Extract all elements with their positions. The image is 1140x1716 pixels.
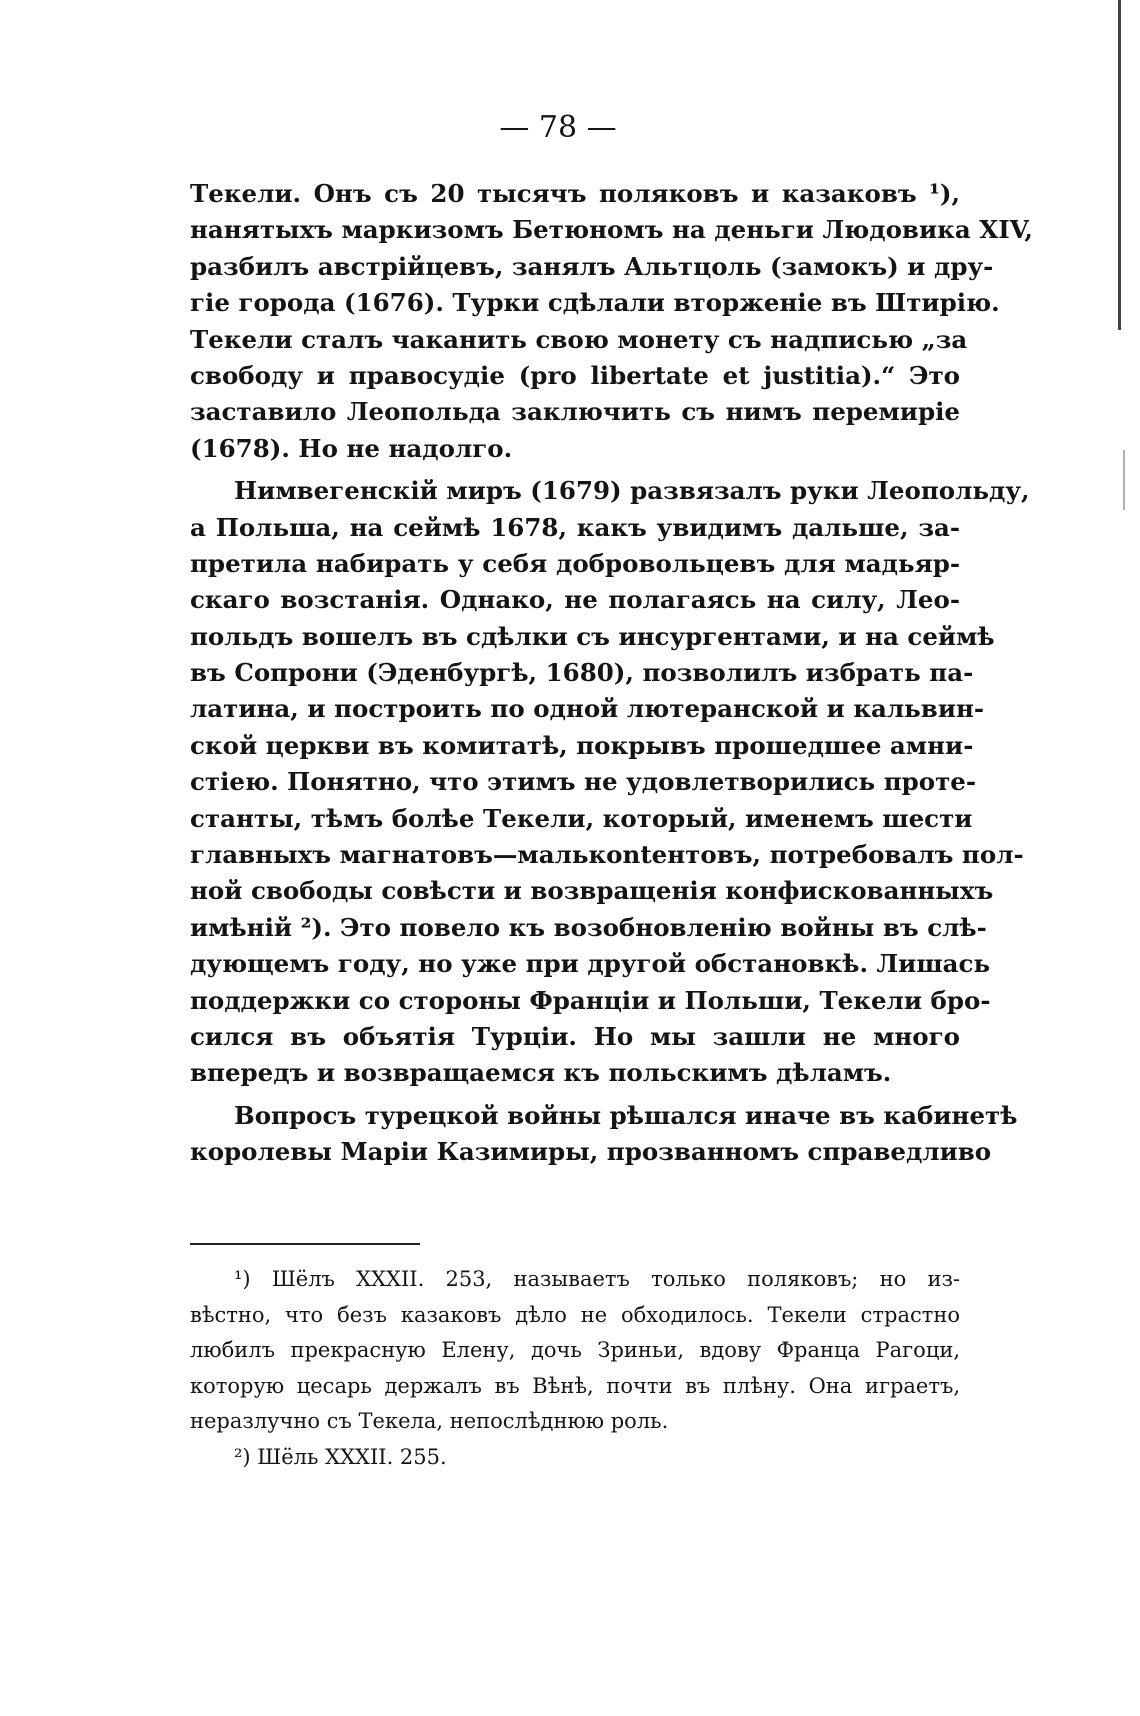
body-line: Нимвегенскій миръ (1679) развязалъ руки Леопольду, [234,476,1030,506]
body-line: скаго возстанія. Однако, не полагаясь на силу, Лео- [190,585,960,615]
body-line: претила набирать у себя добровольцевъ для мадьяр- [190,548,960,578]
footnote-line: вѣстно, что безъ казаковъ дѣло не обходилось. Текели страстно [190,1302,960,1327]
body-line: Текели. Онъ съ 20 тысячъ поляковъ и казаковъ ¹), [190,179,960,208]
footnotes [190,1262,960,1475]
body-text [190,176,1033,1171]
scan-edge-mark [1123,450,1125,510]
body-line: заставило Леопольда заключить съ нимъ перемиріе [190,397,960,427]
footnote-line: ¹) Шёлъ XXXII. 253, называетъ только поляковъ; но из- [234,1267,960,1291]
footnote-line: которую цесарь держалъ въ Вѣнѣ, почти въ плѣну. Она играетъ, [190,1373,960,1398]
page-number: — 78 — [499,110,617,145]
body-line: Текели сталъ чаканить свою монету съ надписью „за [190,324,968,354]
footnote-line: неразлучно съ Текела, непослѣднюю роль. [190,1409,669,1433]
body-line: сился въ объятія Турціи. Но мы зашли не много [190,1021,960,1051]
body-line: станты, тѣмъ болѣе Текели, который, именемъ шести [190,803,973,833]
body-line: разбилъ австрійцевъ, занялъ Альтцоль (замокъ) и дру- [190,251,994,281]
body-line: (1678). Но не надолго. [190,433,513,463]
body-line: имѣній ²). Это повело къ возобновленію войны въ слѣ- [190,912,987,942]
footnote-divider [190,1243,420,1245]
body-line: латина, и построить по одной лютеранской и кальвин- [190,694,985,724]
body-line: свободу и правосудіе (pro libertate et justitia).“ Это [190,360,960,390]
body-line: королевы Маріи Казимиры, прозванномъ справедливо [190,1137,992,1167]
body-line: Вопросъ турецкой войны рѣшался иначе въ кабинетѣ [234,1100,1018,1130]
body-line: нанятыхъ маркизомъ Бетюномъ на деньги Людовика XIV, [190,215,1033,245]
body-line: поддержки со стороны Франціи и Польши, Текели бро- [190,985,991,1015]
body-line: главныхъ магнатовъ—малькontентовъ, потребовалъ пол- [190,840,1024,870]
footnote-line: ²) Шёль XXXII. 255. [234,1444,447,1469]
body-line: въ Сопрони (Эденбургѣ, 1680), позволилъ избрать па- [190,658,974,688]
body-line: польдъ вошелъ въ сдѣлки съ инсургентами, и на сеймѣ [190,621,995,651]
footnote-line: любилъ прекрасную Елену, дочь Зриньи, вдову Франца Рагоци, [190,1338,960,1362]
scan-edge-line [1118,0,1121,330]
body-line: ной свободы совѣсти и возвращенія конфискованныхъ [190,876,994,906]
body-line: впередъ и возвращаемся къ польскимъ дѣламъ. [190,1058,892,1088]
body-line: а Польша, на сеймѣ 1678, какъ увидимъ дальше, за- [190,512,960,542]
body-line: стіею. Понятно, что этимъ не удовлетворились проте- [190,767,977,797]
body-line: дующемъ году, но уже при другой обстановкѣ. Лишась [190,949,991,979]
body-line: ской церкви въ комитатѣ, покрывъ прошедшее амни- [190,730,974,760]
body-line: гіе города (1676). Турки сдѣлали вторженіе въ Штирію. [190,288,1000,318]
